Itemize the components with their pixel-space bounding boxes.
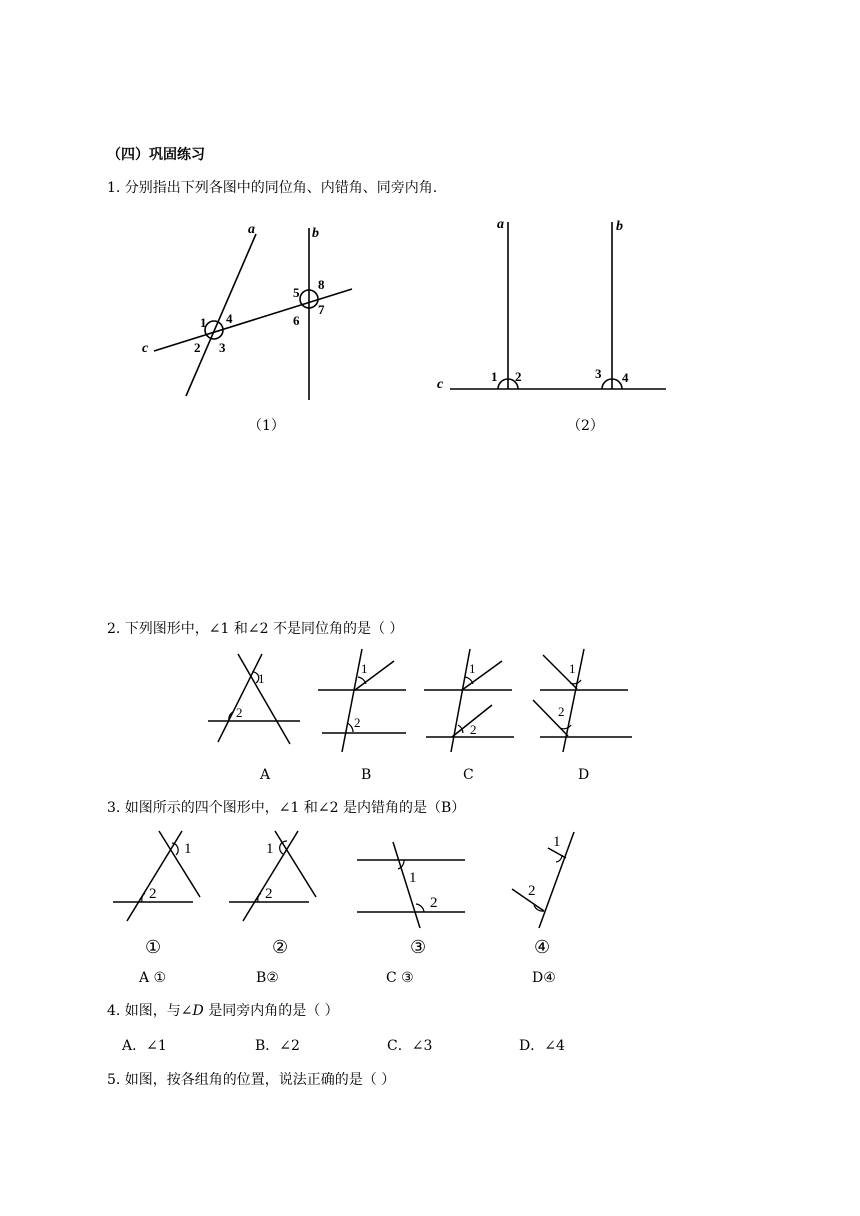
figure-1-caption: （1） <box>248 418 285 434</box>
question-3-text: 3. 如图所示的四个图形中，∠1 和∠2 是内错角的是（B） <box>107 800 466 816</box>
angle-2: 2 <box>470 722 477 737</box>
angle-2: 2 <box>354 715 361 730</box>
angle-8: 8 <box>318 277 325 292</box>
angle-7: 7 <box>318 302 325 317</box>
question-5-text: 5. 如图，按各组角的位置，说法正确的是（ ） <box>107 1072 396 1088</box>
angle-var-d: D <box>192 1003 204 1019</box>
angle-2: 2 <box>194 340 201 355</box>
q4-option-a: A．∠1 <box>122 1038 167 1054</box>
q4-option-b: B．∠2 <box>255 1038 300 1054</box>
label-a: a <box>497 217 504 232</box>
q2-option-d: D <box>578 767 590 783</box>
angle-1: 1 <box>184 841 192 857</box>
angle-2: 2 <box>430 895 438 911</box>
angle-2: 2 <box>149 886 157 902</box>
angle-1: 1 <box>200 315 207 330</box>
angle-1: 1 <box>491 369 498 384</box>
q3-label-3: ③ <box>410 937 427 957</box>
q3-figure-1 <box>113 831 200 921</box>
angle-1: 1 <box>258 671 265 686</box>
angle-1: 1 <box>569 661 576 676</box>
angle-2: 2 <box>236 705 243 720</box>
angle-2: 2 <box>558 704 565 719</box>
angle-2: 2 <box>265 886 273 902</box>
angle-4: 4 <box>622 370 629 385</box>
q3-option-d: D④ <box>532 970 556 986</box>
question-2-text: 2. 下列图形中，∠1 和∠2 不是同位角的是（ ） <box>107 621 404 637</box>
label-b: b <box>312 226 319 241</box>
label-b: b <box>616 219 623 234</box>
q2-option-b: B <box>361 767 372 783</box>
q2-option-a: A <box>260 767 271 783</box>
angle-3: 3 <box>595 366 602 381</box>
angle-1: 1 <box>553 834 561 850</box>
angle-2: 2 <box>515 369 522 384</box>
question-4-text: 4. 如图，与∠D 是同旁内角的是（ ） <box>107 1003 339 1019</box>
q3-figure-2 <box>229 831 316 921</box>
angle-1: 1 <box>361 661 368 676</box>
angle-3: 3 <box>219 340 226 355</box>
q3-label-1: ① <box>145 937 162 957</box>
q2-option-c: C <box>463 767 474 783</box>
q3-option-c: C ③ <box>386 970 414 986</box>
q3-option-a: A ① <box>139 970 167 986</box>
section-title: （四）巩固练习 <box>107 147 205 163</box>
label-c: c <box>437 377 444 392</box>
q4-option-c: C．∠3 <box>387 1038 433 1054</box>
q3-label-2: ② <box>272 937 289 957</box>
angle-4: 4 <box>226 311 233 326</box>
angle-6: 6 <box>293 313 300 328</box>
q3-option-b: B② <box>256 970 279 986</box>
angle-1: 1 <box>409 870 417 886</box>
q4-option-d: D．∠4 <box>519 1038 565 1054</box>
label-c: c <box>142 341 149 356</box>
angle-1: 1 <box>469 661 476 676</box>
q3-figure-4 <box>512 832 574 928</box>
angle-5: 5 <box>293 285 300 300</box>
q3-label-4: ④ <box>534 937 551 957</box>
label-a: a <box>248 222 255 237</box>
q3-figure-3 <box>357 842 465 928</box>
angle-2: 2 <box>528 883 536 899</box>
question-1-text: 1. 分别指出下列各图中的同位角、内错角、同旁内角. <box>107 180 438 196</box>
figure-2-caption: （2） <box>567 418 604 434</box>
angle-1: 1 <box>266 841 274 857</box>
